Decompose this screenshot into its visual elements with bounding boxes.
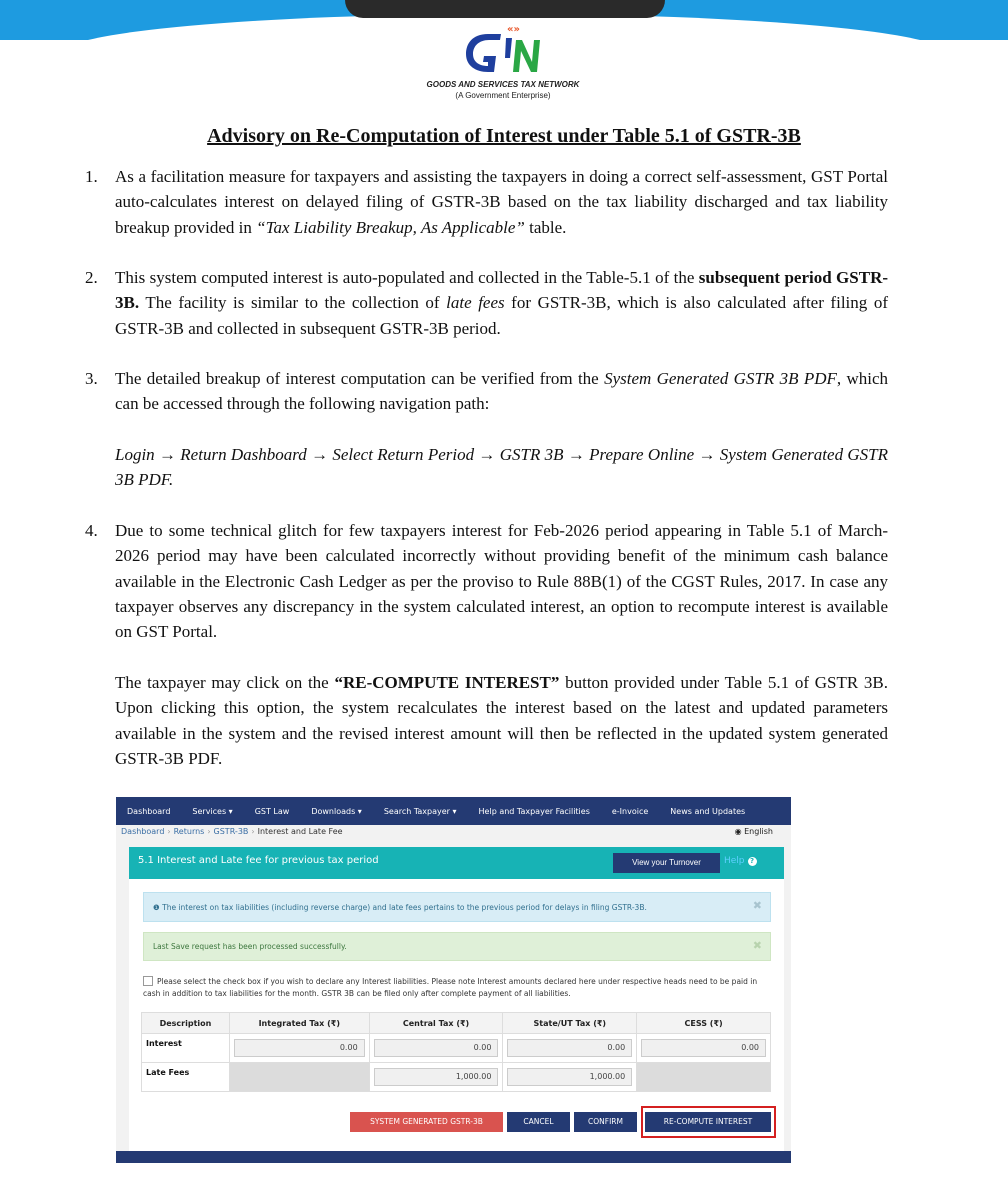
column-header: Integrated Tax (₹) — [229, 1013, 369, 1034]
navigation-path: Login → Return Dashboard → Select Return Period → GSTR 3B → Prepare Online → System Generated GSTR 3B PDF. — [115, 445, 888, 490]
disabled-cell — [229, 1063, 369, 1092]
interest-igst-input[interactable]: 0.00 — [234, 1039, 365, 1057]
paragraph-text: table. — [524, 217, 567, 237]
paragraph-text: The taxpayer may click on the — [115, 673, 335, 692]
bold-text: “RE-COMPUTE INTEREST” — [334, 673, 560, 692]
bold-text: subsequent period GSTR-3B. — [115, 268, 889, 313]
info-icon: ❶ — [153, 903, 160, 912]
breadcrumb-returns[interactable]: Returns — [173, 827, 205, 836]
svg-text:«»: «» — [507, 24, 520, 35]
logo-org-sub: (A Government Enterprise) — [455, 91, 551, 100]
help-icon: ? — [748, 857, 757, 866]
late-fee-sgst-input[interactable]: 1,000.00 — [507, 1068, 632, 1086]
language-label: English — [744, 827, 773, 836]
close-icon[interactable]: ✖ — [752, 899, 762, 912]
help-link[interactable] — [724, 856, 757, 866]
nav-news[interactable]: News and Updates — [670, 806, 746, 816]
camera-notch — [345, 0, 665, 18]
panel-title: 5.1 Interest and Late fee for previous tax period — [138, 855, 379, 866]
globe-icon: ◉ — [734, 827, 742, 836]
panel-body — [129, 879, 784, 1163]
row-label: Late Fees — [142, 1063, 230, 1092]
paragraph-text: The facility is similar to the collection of — [139, 293, 447, 313]
confirm-button[interactable]: CONFIRM — [574, 1112, 637, 1132]
breadcrumb-dashboard[interactable]: Dashboard — [121, 827, 165, 836]
portal-nav-bar — [116, 797, 791, 825]
close-icon[interactable]: ✖ — [752, 939, 762, 952]
gstn-logo-mark-icon — [458, 22, 548, 78]
paragraph-number: 2. — [85, 268, 98, 287]
paragraph-4 — [85, 518, 888, 644]
re-compute-interest-button[interactable]: RE-COMPUTE INTEREST — [645, 1112, 771, 1132]
portal-footer — [116, 1151, 791, 1163]
paragraph-text: This system computed interest is auto-populated and collected in the Table-5.1 of the — [115, 268, 699, 287]
nav-help[interactable]: Help and Taxpayer Facilities — [478, 806, 590, 816]
advisory-title: Advisory on Re-Computation of Interest under Table 5.1 of GSTR-3B — [207, 125, 801, 147]
info-alert-text: The interest on tax liabilities (including reverse charge) and late fees pertains to the previous period for delays in filing GSTR-3B. — [162, 903, 647, 912]
italic-text: System Generated GSTR 3B PDF — [604, 369, 837, 388]
paragraph-number: 4. — [85, 521, 98, 540]
paragraph-1 — [85, 164, 888, 240]
gstn-logo — [418, 22, 588, 108]
table-header-row — [142, 1013, 771, 1034]
italic-text: late fees — [446, 293, 505, 313]
paragraph-text: button provided under Table 5.1 of GSTR 3B. Upon clicking this option, the system recalculates the interest based on the latest and updated parameters available in the system and the revised interest amount will then be reflected in the updated system generated GSTR-3B PDF. — [115, 673, 889, 768]
paragraph-text: for GSTR-3B, which is also calculated after filing of GSTR-3B and collected in subsequent GSTR-3B period. — [115, 293, 888, 338]
cancel-button[interactable]: CANCEL — [507, 1112, 570, 1132]
paragraph-number: 3. — [85, 369, 98, 388]
nav-dashboard[interactable]: Dashboard — [127, 806, 171, 816]
paragraph-text: As a facilitation measure for taxpayers and assisting the taxpayers in doing a correct self-assessment, GST Portal auto-calculates interest on delayed filing of GSTR-3B based on the tax liability discharged and tax liability breakup provided in — [115, 167, 888, 237]
paragraph-5 — [115, 670, 888, 771]
logo-org-name: GOODS AND SERVICES TAX NETWORK — [426, 80, 580, 89]
paragraph-text: Due to some technical glitch for few taxpayers interest for Feb-2026 period appearing in Table 5.1 of March-2026 period may have been calculated incorrectly without providing benefit of the minimum cash balance available in the Electronic Cash Ledger as per the proviso to Rule 88B(1) of the CGST Rules, 2017. In case any taxpayer observes any discrepancy in the system calculated interest, an option to recompute interest is available on GST Portal. — [115, 521, 888, 642]
interest-cgst-input[interactable]: 0.00 — [374, 1039, 499, 1057]
nav-e-invoice[interactable]: e-Invoice — [611, 806, 649, 816]
paragraph-2 — [85, 265, 889, 341]
row-label: Interest — [142, 1034, 230, 1063]
paragraph-text: , which can be accessed through the following navigation path: — [115, 369, 888, 414]
column-header: State/UT Tax (₹) — [503, 1013, 637, 1034]
nav-search-taxpayer[interactable]: Search Taxpayer ▾ — [383, 806, 457, 816]
breadcrumb-gstr3b[interactable]: GSTR-3B — [213, 827, 249, 836]
language-selector[interactable] — [735, 827, 773, 836]
column-header: Description — [142, 1013, 230, 1034]
interest-cess-input[interactable]: 0.00 — [641, 1039, 766, 1057]
paragraph-3 — [85, 366, 888, 417]
breadcrumb: Dashboard › Returns › GSTR-3B › Interest and Late Fee ◉ English — [121, 827, 773, 836]
disabled-cell — [637, 1063, 771, 1092]
portal-screenshot — [116, 797, 791, 1163]
nav-gst-law[interactable]: GST Law — [254, 806, 290, 816]
column-header: CESS (₹) — [637, 1013, 771, 1034]
interest-table — [141, 1012, 771, 1092]
interest-declaration — [143, 976, 775, 1000]
checkbox-label: Please select the check box if you wish to declare any Interest liabilities. Please note Interest amounts declared here under respective heads need to be paid in cash in addition to tax liabilities for the month. GSTR 3B can be filed only after complete payment of all liabilities. — [143, 977, 758, 998]
table-row — [142, 1034, 771, 1063]
success-alert-text: Last Save request has been processed successfully. — [153, 942, 347, 951]
info-alert — [143, 892, 771, 922]
help-label: Help — [724, 856, 745, 866]
panel-header — [129, 847, 784, 879]
nav-services[interactable]: Services ▾ — [192, 806, 233, 816]
highlight-box — [641, 1106, 776, 1138]
declare-interest-checkbox[interactable] — [143, 976, 153, 986]
interest-sgst-input[interactable]: 0.00 — [507, 1039, 632, 1057]
system-generated-gstr3b-button[interactable]: SYSTEM GENERATED GSTR-3B — [350, 1112, 503, 1132]
breadcrumb-current: Interest and Late Fee — [257, 827, 343, 836]
success-alert — [143, 932, 771, 961]
view-turnover-button[interactable]: View your Turnover — [613, 853, 720, 873]
column-header: Central Tax (₹) — [369, 1013, 503, 1034]
table-row — [142, 1063, 771, 1092]
nav-downloads[interactable]: Downloads ▾ — [311, 806, 362, 816]
late-fee-cgst-input[interactable]: 1,000.00 — [374, 1068, 499, 1086]
paragraph-number: 1. — [85, 167, 98, 186]
italic-text: “Tax Liability Breakup, As Applicable” — [256, 217, 525, 237]
paragraph-text: The detailed breakup of interest computation can be verified from the — [115, 369, 605, 388]
